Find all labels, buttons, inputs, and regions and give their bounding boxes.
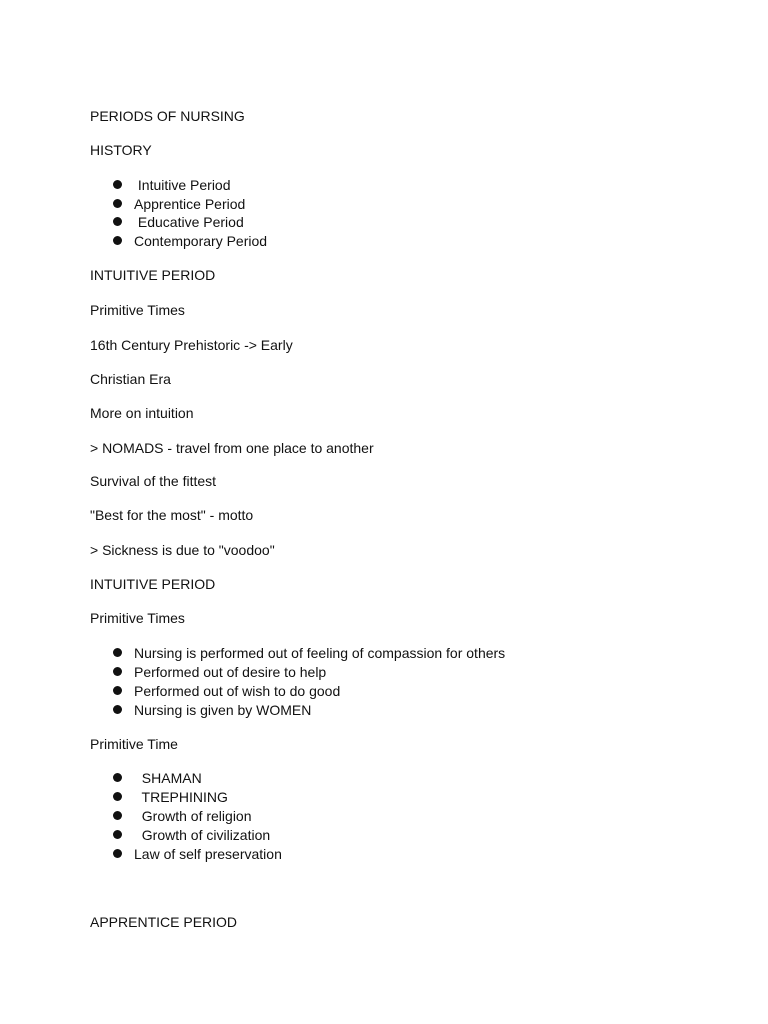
paragraph: Survival of the fittest: [90, 473, 217, 489]
bullet-icon: [113, 773, 122, 782]
paragraph: "Best for the most" - motto: [90, 507, 254, 523]
paragraph: More on intuition: [90, 405, 194, 421]
paragraph: Primitive Times: [90, 610, 185, 626]
list-item: Performed out of wish to do good: [113, 683, 340, 700]
list-item: Growth of civilization: [113, 827, 270, 844]
bullet-icon: [113, 236, 122, 245]
bullet-icon: [113, 705, 122, 714]
bullet-icon: [113, 811, 122, 820]
history-heading: HISTORY: [90, 142, 152, 158]
list-item: SHAMAN: [113, 770, 202, 787]
document-title: PERIODS OF NURSING: [90, 108, 245, 124]
section-heading: INTUITIVE PERIOD: [90, 267, 216, 283]
list-item: Contemporary Period: [113, 233, 267, 250]
list-item: TREPHINING: [113, 789, 228, 806]
paragraph: > NOMADS - travel from one place to another: [90, 440, 374, 456]
list-item: Educative Period: [113, 214, 244, 231]
paragraph: Christian Era: [90, 371, 171, 387]
list-item: Law of self preservation: [113, 846, 282, 863]
section-heading: INTUITIVE PERIOD: [90, 576, 216, 592]
bullet-icon: [113, 180, 122, 189]
list-item: Nursing is performed out of feeling of compassion for others: [113, 645, 505, 662]
list-item: Growth of religion: [113, 808, 252, 825]
paragraph: Primitive Time: [90, 736, 178, 752]
bullet-icon: [113, 199, 122, 208]
paragraph: > Sickness is due to "voodoo": [90, 542, 275, 558]
bullet-icon: [113, 849, 122, 858]
list-item: Performed out of desire to help: [113, 664, 326, 681]
paragraph: 16th Century Prehistoric -> Early: [90, 337, 293, 353]
section-heading: APPRENTICE PERIOD: [90, 914, 238, 930]
paragraph: Primitive Times: [90, 302, 185, 318]
list-item: Apprentice Period: [113, 196, 245, 213]
bullet-icon: [113, 792, 122, 801]
bullet-icon: [113, 217, 122, 226]
bullet-icon: [113, 667, 122, 676]
bullet-icon: [113, 648, 122, 657]
bullet-icon: [113, 686, 122, 695]
list-item: Intuitive Period: [113, 177, 231, 194]
bullet-icon: [113, 830, 122, 839]
list-item: Nursing is given by WOMEN: [113, 702, 311, 719]
